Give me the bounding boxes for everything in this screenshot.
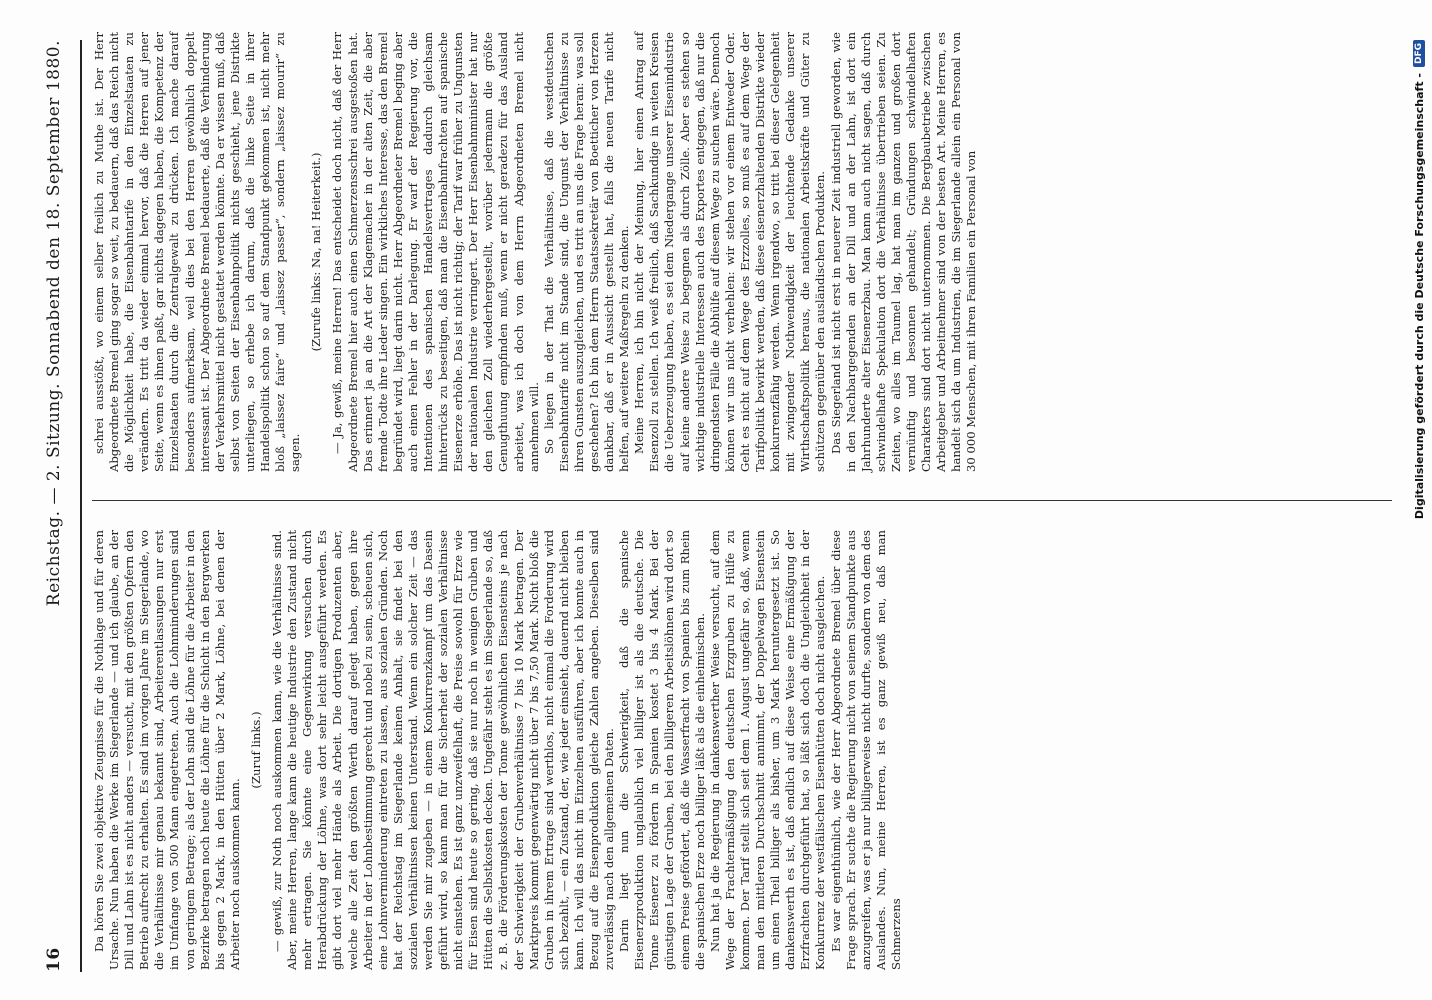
paragraph: Meine Herren, ich bin nicht der Meinung, hier einen Antrag auf Eisenzoll zu stellen. Ich weiß freilich, daß Sachkundige in weiten Kreisen die Ueberzeugung haben, es sei dem Niedergange unserer Eisenindustrie auf keine andere Weise zu begegnen als durch Zölle. Aber es stehen so wichtige industrielle Interessen auch des Exportes entgegen, daß nur die dringendsten Fälle die Abhülfe auf diesem Wege zu suchen wäre. Dennoch können wir uns nicht verhehlen: wir stehen vor einem Entweder Oder. Geht es nicht auf dem Wege des Erzzolles, so muß es auf dem Wege der Tarifpolitik bewirkt werden, daß diese eisenerzhaltenden Distrikte wieder konkurrenzfähig werden. Wenn irgendwo, so tritt bei dieser Gelegenheit mit zwingender Nothwendigkeit der leuchtende Gedanke unserer Wirthschaftspolitik heraus, die nationalen Arbeitskräfte und Güter zu schützen gegenüber den ausländischen Produkten. bbox=[632, 32, 828, 472]
column-divider bbox=[92, 500, 1392, 501]
interjection: (Zuruf links.) bbox=[248, 711, 263, 789]
paragraph: Es war eigenthümlich, wie der Herr Abgeordnete Bremel über diese Frage sprach. Er suchte die Regierung nicht von seinem Standpunkte aus anzugreifen, was er ja nur billigerweise nicht durfte, sondern von dem des Auslandes. Nun, meine Herren, ist es ganz gewiß neu, daß man Schmerzens bbox=[828, 530, 903, 970]
credit-text: Digitalisierung gefördert durch die Deutsche Forschungsgemeinschaft - bbox=[1412, 73, 1426, 520]
paragraph: So liegen in der That die Verhältnisse, daß die westdeutschen Eisenbahntarife nicht im Stande sind, die Ungunst der Verhältnisse zu ihren Gunsten auszugleichen, und es tritt an uns die Frage heran: was soll geschehen? Ich bin dem Herrn Staatssekretär von Boetticher von Herzen dankbar, daß er in Aussicht gestellt hat, falls die neuen Tarife nicht helfen, auf weitere Maßregeln zu denken. bbox=[541, 32, 632, 472]
paragraph: Das Siegerland ist nicht erst in neuerer Zeit industriell geworden, wie in den Nachbargegenden an der Dill und an der Lahn, ist dort ein Jahrhunderte alter Eisenerzbau. Man kann auch nicht sagen, daß durch schwindelhafte Spekulation dort die Verhältnisse übertrieben seien. Zu Zeiten, wo alles im Taumel lag, hat man im ganzen und großen dort vernünftig und besonnen gehandelt; Gründungen schwindelhaften Charakters sind dort nicht unternommen. Die Bergbaubetriebe zwischen Arbeitgeber und Arbeitnehmer sind von der besten Art. Meine Herren, es handelt sich da um Industrien, die im Siegerlande allein ein Personal von 30 000 Menschen, mit ihren Familien ein Personal von bbox=[828, 32, 979, 472]
paragraph: Darin liegt nun die Schwierigkeit, daß die spanische Eisenerzproduktion unglaublich viel billiger ist als die deutsche. Die Tonne Eisenerz zu fördern in Spanien kostet 3 bis 4 Mark. Bei der günstigen Lage der Gruben, bei den billigeren Arbeitslöhnen wird dort so einem Preise gefördert, daß die Wasserfracht von Spanien bis zum Rhein die spanischen Erze noch billiger läßt als die einheimischen. bbox=[617, 530, 707, 970]
interjection: (Zurufe links: Na, na! Heiterkeit.) bbox=[309, 152, 324, 352]
page-header bbox=[34, 40, 74, 972]
dfg-logo: DFG bbox=[1413, 40, 1425, 67]
page-number: 16 bbox=[44, 947, 64, 972]
text-column-right bbox=[92, 32, 1392, 472]
digitization-credit bbox=[1406, 0, 1432, 1000]
paragraph: — Ja, gewiß, meine Herren! Das entscheidet doch nicht, daß der Herr Abgeordnete Bremel hier auch einen Schmerzensschrei ausgestoßen hat. Das erinnert ja an die Art der Klagemacher in der alten Zeit, die aber fremde Todte ihre Lieder singen. Ein wirkliches Interesse, das den Bremel begründet wird, liegt darin nicht. Herr Abgeordneter Bremel beging aber auch einen Fehler in der Darlegung. Er warf der Regierung vor, die Intentionen des spanischen Handelsvertrages dadurch gleichsam hinterrücks zu beseitigen, daß man die Eisenbahnfrachten auf spanische Eisenerze erhöhe. Das ist nicht richtig; der Tarif war früher zu Ungunsten der nationalen Industrie verringert. Der Herr Eisenbahnminister hat nur den gleichen Zoll wiederhergestellt, worüber jedermann die größte Genugthuung empfinden muß, wenn er nicht geradezu für das Ausland arbeitet, was ich doch von dem Herrn Abgeordneten Bremel nicht annehmen will. bbox=[330, 32, 541, 472]
running-title: Reichstag. — 2. Sitzung. Sonnabend den 18. September 1880. bbox=[44, 40, 64, 607]
header-rule bbox=[80, 40, 82, 972]
paragraph: Da hören Sie zwei objektive Zeugnisse für die Nothlage und für deren Ursache. Nun haben die Werke im Siegerlande — und ich glaube, an der Dill und Lahn ist es nicht anders — versucht, mit den größten Opfern den Betrieb aufrecht zu erhalten. Es sind im vorigen Jahre im Siegerlande, wo die Verhältnisse mir genau bekannt sind, Arbeiterentlassungen nur erst im Umfange von 500 Mann eingetreten. Auch die Lohnminderungen sind von geringem Betrage; als der Lohn sind die Löhne für die Arbeiter in den Bezirke betragen noch heute die Löhne für die Schicht in den Bergwerken bis gegen 2 Mark, in den Hütten über 2 Mark, Löhne, bei denen der Arbeiter noch auskommen kann. bbox=[92, 530, 242, 970]
paragraph: — gewiß, zur Noth noch auskommen kann, wie die Verhältnisse sind. Aber, meine Herren, lange kann die heutige Industrie den Zustand nicht mehr ertragen. Sie könnte eine Gegenwirkung versuchen durch Herabdrückung der Löhne, was dort sehr leicht ausgeführt werden. Es gibt dort viel mehr Hände als Arbeit. Die dortigen Produzenten aber, welche alle Zeit den größten Werth darauf gelegt haben, gegen ihre Arbeiter in der Lohnbestimmung gerecht und nobel zu sein, scheuen sich, eine Lohnverminderung eintreten zu lassen, aus sozialen Gründen. Noch hat der Reichstag im Siegerlande keinen Anhalt, sie findet bei den sozialen Verhältnissen keinen Unterstand. Wenn ein solcher Zeit — das werden Sie mir zugeben — in einem Konkurrenzkampf um das Dasein geführt wird, so kann man für die Sicherheit der sozialen Verhältnisse nicht einstehen. Es ist ganz unzweifelhaft, die Preise sowohl für Erze wie für Eisen sind heute so gering, daß sie nur noch in wenigen Gruben und Hütten die Selbstkosten decken. Ungefähr steht es im Siegerlande so, daß z. B. die Förderungskosten der Tonne gewöhnlichen Eisensteins je nach der Schwierigkeit der Grubenverhältnisse 7 bis 10 Mark betragen. Der Marktpreis kommt gegenwärtig nicht über 7 bis 7,50 Mark. Nicht bloß die Gruben in ihrem Ertrage sind werthlos, nicht einmal die Forderung wird sich bezahlt, — ein Zustand, der, wie jeder einsieht, dauernd nicht bleiben kann. Ich will das nicht im Einzelnen ausführen, aber ich konnte auch in Bezug auf die Eisenproduktion gleiche Zahlen angeben. Dieselben sind zuverlässig nach den allgemeinen Daten. bbox=[270, 530, 617, 970]
paragraph: Nun hat ja die Regierung in dankenswerther Weise versucht, auf dem Wege der Frachtermäßigung den deutschen Erzgruben zu Hülfe zu kommen. Der Tarif stellt sich seit dem 1. August ungefähr so, daß, wenn man den mittleren Durchschnitt annimmt, der Doppelwagen Eisenstein um einen Theil billiger als bisher, um 3 Mark heruntergesetzt ist. So dankenswerth es ist, daß endlich auf diese Weise eine Ermäßigung der Erzfrachten durchgeführt hat, so läßt sich doch die Ungleichheit in der Konkurrenz der westfälischen Eisenhütten doch nicht ausgleichen. bbox=[707, 530, 828, 970]
paragraph: schrei ausstößt, wo einem selber freilich zu Muthe ist. Der Herr Abgeordnete Bremel ging sogar so weit, zu bedauern, daß das Reich nicht die Möglichkeit habe, die Eisenbahntarife in den Einzelstaaten zu verändern. Es tritt da wieder einmal hervor, daß die Herren auf jener Seite, wenn es ihnen paßt, gar nichts dagegen haben, die Kompetenz der Einzelstaaten durch die Zentralgewalt zu drücken. Ich mache darauf besonders aufmerksam, weil dies bei den Herren gewöhnlich doppelt interessant ist. Der Abgeordnete Bremel bedauerte, daß die Verhinderung der Verkehrsmittel nicht gestattet werden könnte. Da er wissen muß, daß selbst von Seiten der Eisenbahnpolitik nichts geschieht, jene Distrikte unterliegen, so erhebe ich darum, daß die linke Seite in ihrer Handelspolitik schon so auf dem Standpunkt gekommen ist, nicht mehr bloß „laissez faire“ und „laissez passer“, sondern „laissez mourir“ zu sagen. bbox=[92, 32, 303, 472]
text-column-left bbox=[92, 530, 1392, 970]
